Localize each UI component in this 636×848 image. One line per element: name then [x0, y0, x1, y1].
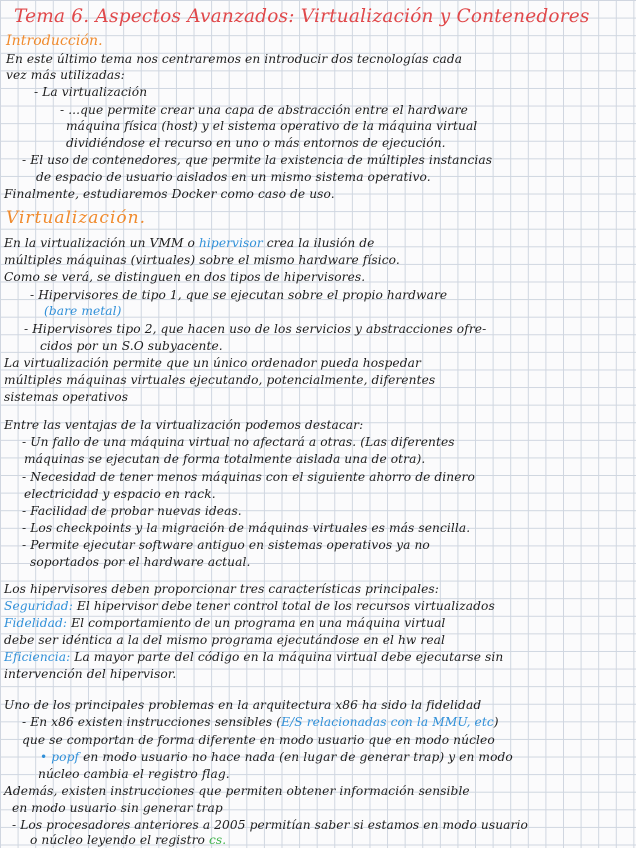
props-text: El comportamiento de un programa en una máquina virtual	[67, 616, 446, 630]
intro-line: En este último tema nos centraremos en introducir dos tecnologías cada	[6, 52, 463, 66]
virt-line: - Hipervisores tipo 2, que hacen uso de los servicios y abstracciones ofre-	[24, 322, 487, 336]
ventajas-line: - Facilidad de probar nuevas ideas.	[22, 504, 242, 518]
intro-line: de espacio de usuario aislados en un mismo sistema operativo.	[36, 170, 431, 184]
intro-line: vez más utilizadas:	[6, 68, 125, 82]
ventajas-line: - Los checkpoints y la migración de máquinas virtuales es más sencilla.	[22, 521, 471, 535]
intro-line: - La virtualización	[34, 85, 148, 99]
x86-line: Uno de los principales problemas en la arquitectura x86 ha sido la fidelidad	[4, 698, 482, 712]
props-line: Los hipervisores deben proporcionar tres características principales:	[4, 582, 439, 596]
virt-line	[4, 236, 374, 251]
props-text: El hipervisor debe tener control total de los recursos virtualizados	[72, 599, 495, 613]
virt-text: crea la ilusión de	[262, 236, 375, 250]
intro-line: - El uso de contenedores, que permite la existencia de múltiples instancias	[22, 153, 493, 167]
ventajas-line: soportados por el hardware actual.	[30, 555, 251, 569]
virt-line: sistemas operativos	[4, 390, 129, 404]
x86-line: en modo usuario sin generar trap	[12, 801, 223, 815]
cs-register-highlight: cs.	[208, 833, 227, 847]
fidelidad-label: Fidelidad:	[4, 616, 68, 630]
bare-metal-note: (bare metal)	[44, 304, 122, 318]
es-mmu-highlight: E/S relacionadas con la MMU, etc	[281, 715, 494, 729]
section-heading-intro: Introducción.	[6, 33, 103, 49]
ventajas-line: electricidad y espacio en rack.	[24, 487, 216, 501]
x86-line	[22, 715, 499, 730]
intro-line: - ...que permite crear una capa de abstracción entre el hardware	[60, 103, 468, 117]
virt-line: Como se verá, se distinguen en dos tipos de hipervisores.	[4, 270, 366, 284]
x86-text: o núcleo leyendo el registro	[30, 833, 209, 847]
intro-line: máquina física (host) y el sistema operativo de la máquina virtual	[66, 119, 478, 133]
props-line	[4, 616, 445, 631]
x86-line	[30, 833, 226, 848]
x86-text: )	[493, 715, 499, 729]
ventajas-line: Entre las ventajas de la virtualización podemos destacar:	[4, 418, 364, 432]
eficiencia-label: Eficiencia:	[4, 650, 71, 664]
virt-line: cidos por un S.O subyacente.	[40, 339, 223, 353]
ventajas-line: - Un fallo de una máquina virtual no afectará a otras. (Las diferentes	[22, 435, 455, 449]
x86-line: - Los procesadores anteriores a 2005 permitían saber si estamos en modo usuario	[12, 818, 528, 832]
ventajas-line: máquinas se ejecutan de forma totalmente aislada una de otra).	[24, 452, 426, 466]
virt-line: múltiples máquinas virtuales ejecutando, potencialmente, diferentes	[4, 373, 436, 387]
virt-text: En la virtualización un VMM o	[4, 236, 199, 250]
ventajas-line: - Necesidad de tener menos máquinas con el siguiente ahorro de dinero	[22, 470, 475, 484]
x86-line: núcleo cambia el registro flag.	[38, 767, 230, 781]
props-line	[4, 599, 495, 614]
props-line: intervención del hipervisor.	[4, 667, 177, 681]
x86-text: en modo usuario no hace nada (en lugar de generar trap) y en modo	[79, 750, 513, 764]
x86-line: que se comportan de forma diferente en modo usuario que en modo núcleo	[22, 733, 495, 747]
props-line	[4, 650, 503, 665]
section-heading-virtualizacion: Virtualización.	[6, 208, 146, 228]
x86-line: Además, existen instrucciones que permiten obtener información sensible	[4, 784, 470, 798]
virt-line: múltiples máquinas (virtuales) sobre el mismo hardware físico.	[4, 253, 400, 267]
intro-line: Finalmente, estudiaremos Docker como caso de uso.	[4, 187, 335, 201]
ventajas-line: - Permite ejecutar software antiguo en sistemas operativos ya no	[22, 538, 430, 552]
hipervisor-highlight: hipervisor	[198, 236, 263, 250]
page-title: Tema 6. Aspectos Avanzados: Virtualización y Contenedores	[14, 6, 590, 27]
virt-line: La virtualización permite que un único ordenador pueda hospedar	[4, 356, 421, 370]
props-text: La mayor parte del código en la máquina virtual debe ejecutarse sin	[70, 650, 504, 664]
popf-highlight: • popf	[40, 750, 80, 764]
intro-line: dividiéndose el recurso en uno o más entornos de ejecución.	[66, 136, 446, 150]
props-line: debe ser idéntica a la del mismo programa ejecutándose en el hw real	[4, 633, 446, 647]
x86-text: - En x86 existen instrucciones sensibles (	[22, 715, 282, 729]
x86-line	[40, 750, 513, 765]
seguridad-label: Seguridad:	[4, 599, 73, 613]
virt-line: - Hipervisores de tipo 1, que se ejecutan sobre el propio hardware	[30, 288, 448, 302]
